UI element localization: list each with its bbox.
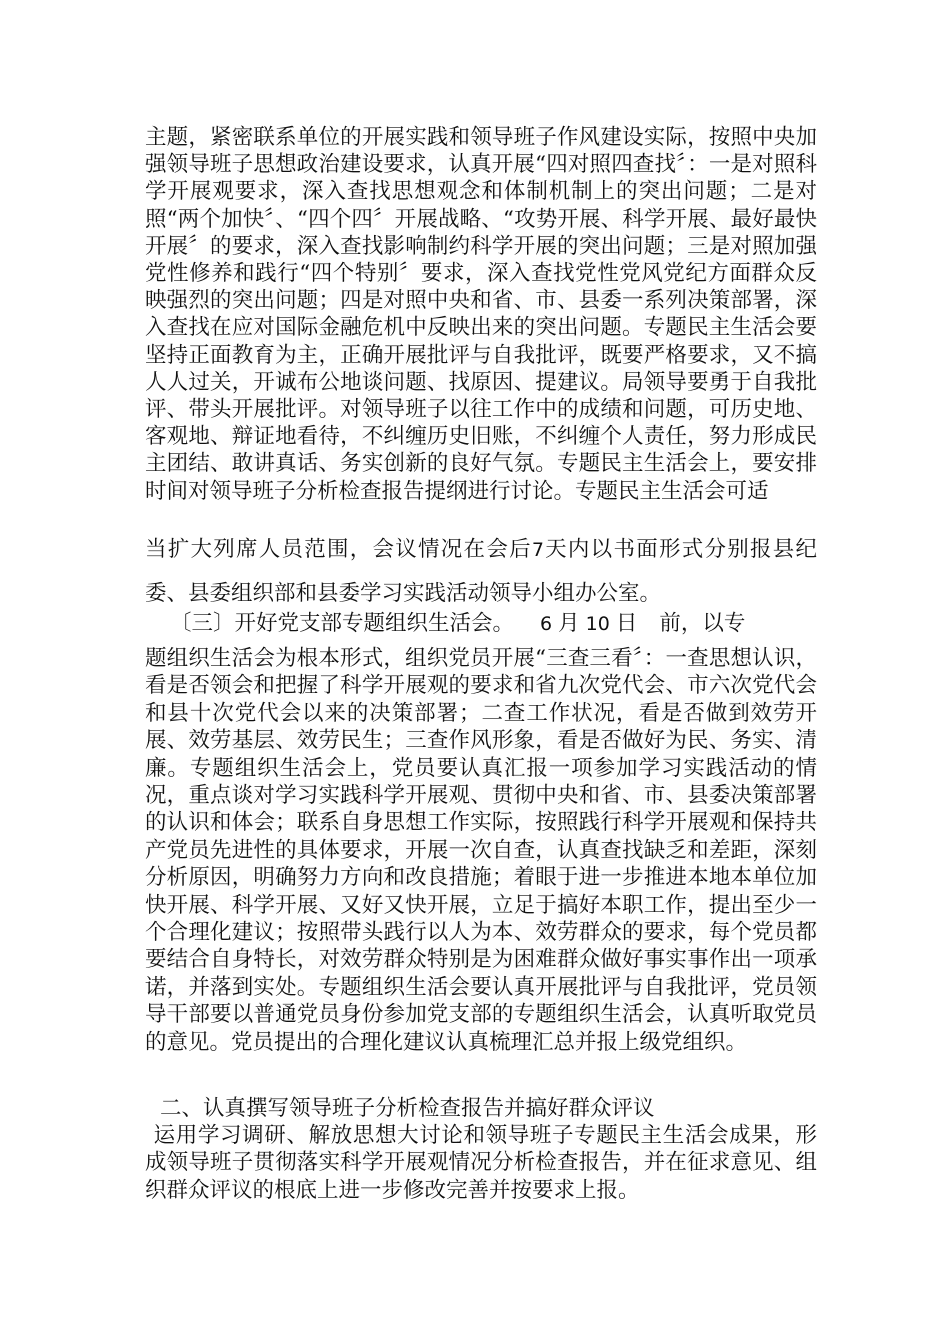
item-3-month-unit: 月 [558,611,580,636]
item-3-tail: 前，以专 [659,611,746,636]
item-3-day: 10 [585,613,610,635]
item-3-heading: 〔三〕开好党支部专题组织生活会。 [170,611,515,636]
body-paragraph-5 [145,1122,817,1204]
item-3-day-unit: 日 [615,611,638,636]
item-3-heading-line [170,610,820,638]
day-count-number: 7 [531,539,544,561]
body-paragraph-4: 题组织生活会为根本形式，组织党员开展“三查三看〞：一查思想认识，看是否领会和把握了科学开展观的要求和省九次党代会、市六次党代会和县十次党代会以来的决策部署；二查工作状况，看是否做到效劳开展、效劳基层、效劳民生；三查作风形象，看是否做好为民、务实、清廉。专题组织生活会上，党员要认真汇报一项参加学习实践活动的情况，重点谈对学习实践科学开展观、贯彻中央和省、市、县委决策部署的认识和体会；联系自身思想工作实际，按照践行科学开展观和保持共产党员先进性的具体要求，开展一次自查，认真查找缺乏和差距，深刻分析原因，明确努力方向和改良措施；着眼于进一步推进本地本单位加快开展、科学开展、又好又快开展，立足于搞好本职工作，提出至少一个合理化建议；按照带头践行以人为本、效劳群众的要求，每个党员都要结合自身特长，对效劳群众特别是为困难群众做好事实事作出一项承诺，并落到实处。专题组织生活会要认真开展批评与自我批评，党员领导干部要以普通党员身份参加党支部的专题组织生活会，认真听取党员的意见。党员提出的合理化建议认真梳理汇总并报上级党组织。 [145,646,817,1055]
body-paragraph-1: 主题，紧密联系单位的开展实践和领导班子作风建设实际，按照中央加强领导班子思想政治建设要求，认真开展“四对照四查找〞：一是对照科学开展观要求，深入查找思想观念和体制机制上的突出问题；二是对照“两个加快〞、“四个四〞开展战略、“攻势开展、科学开展、最好最快开展〞的要求，深入查找影响制约科学开展的突出问题；三是对照加强党性修养和践行“四个特别〞要求，深入查找党性党风党纪方面群众反映强烈的突出问题；四是对照中央和省、市、县委一系列决策部署，深入查找在应对国际金融危机中反映出来的突出问题。专题民主生活会要坚持正面教育为主，正确开展批评与自我批评，既要严格要求，又不搞人人过关，开诚布公地谈问题、找原因、提建议。局领导要勇于自我批评、带头开展批评。对领导班子以往工作中的成绩和问题，可历史地、客观地、辩证地看待，不纠缠历史旧账，不纠缠个人责任，努力形成民主团结、敢讲真话、务实创新的良好气氛。专题民主生活会上，要安排时间对领导班子分析检查报告提纲进行讨论。专题民主生活会可适 [145,125,817,504]
body-paragraph-2 [145,528,817,615]
item-3-month: 6 [540,613,553,635]
paragraph-2-text-b: 天内以书面形式分别报县纪委、县委组织部和县委学习实践活动领导小组办公室。 [145,537,817,606]
section-2-heading: 二、认真撰写领导班子分析检查报告并搞好群众评议 [160,1096,655,1121]
paragraph-2-text-a: 当扩大列席人员范围，会议情况在会后 [145,537,532,562]
paragraph-5-text: 运用学习调研、解放思想大讨论和领导班子专题民主生活会成果，形成领导班子贯彻落实科学开展观情况分析检查报告，并在征求意见、组织群众评议的根底上进一步修改完善并按要求上报。 [145,1123,817,1203]
